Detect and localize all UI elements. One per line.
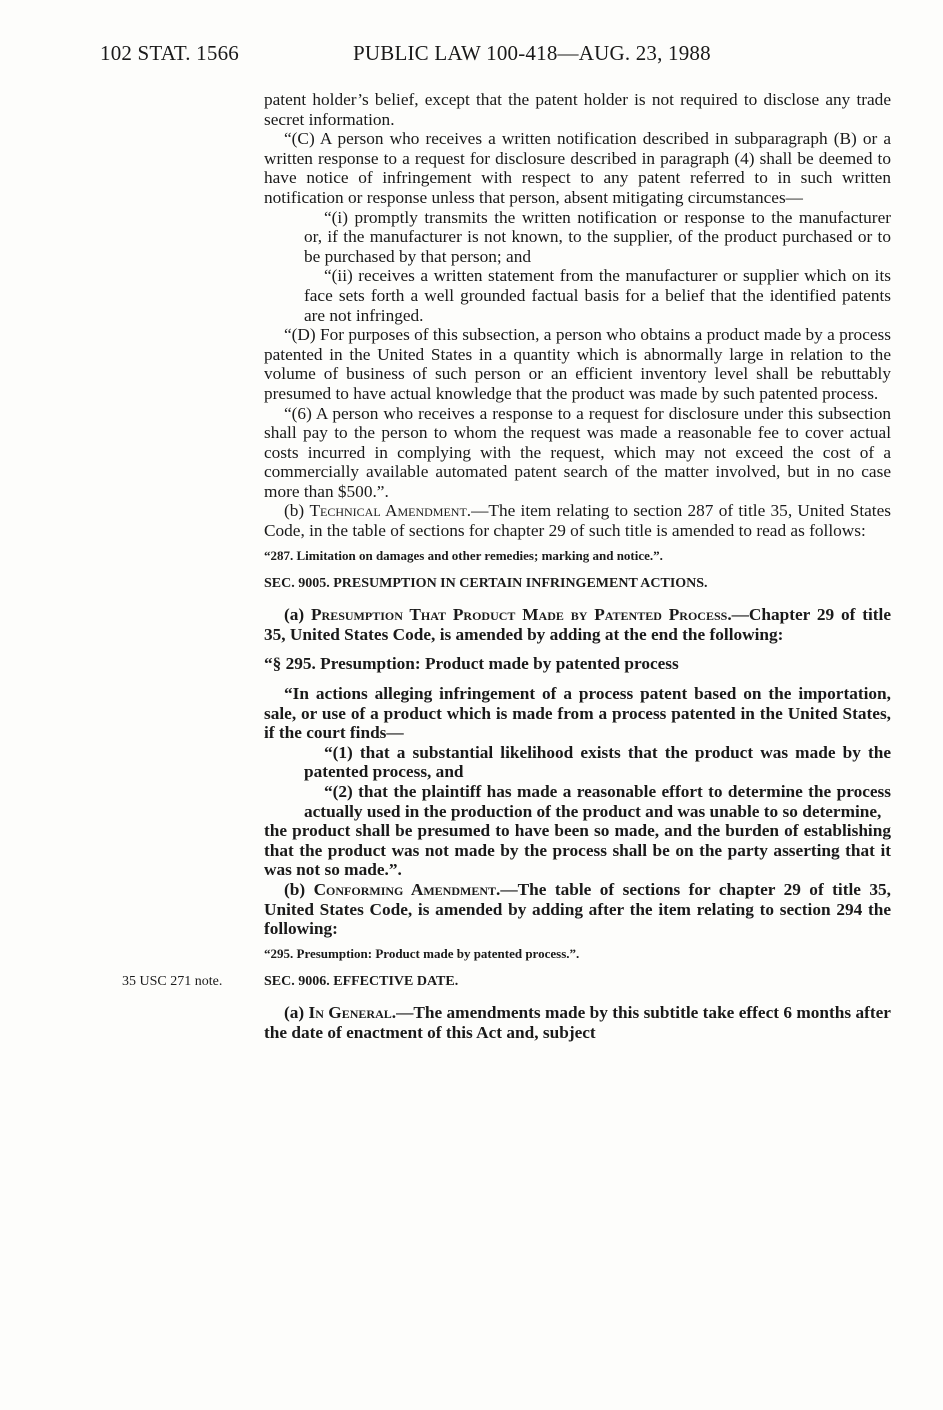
document-body: [122, 90, 891, 1043]
section-heading: SEC. 9005. PRESUMPTION IN CERTAIN INFRINGEMENT ACTIONS.: [264, 575, 708, 591]
table-of-sections-item: “287. Limitation on damages and other remedies; marking and notice.”.: [264, 547, 663, 563]
paragraph-caption: Presumption That Product Made by Patented Process: [310, 605, 728, 625]
paragraph: “In actions alleging infringement of a process patent based on the importation, sale, or use of a product which is made from a process patented in the United States, if the court finds—: [264, 684, 891, 743]
paragraph-label: (a): [284, 605, 311, 625]
paragraph-text: .—The amendments made by this subtitle take effect 6 months after the date of enactment of this Act and, subject: [264, 1003, 891, 1042]
paragraph: [264, 501, 891, 540]
clause-i: “(i) promptly transmits the written notification or response to the manufacturer or, if the manufacturer is not known, to the supplier, of the product purchased or to be purchased by that person; and: [304, 207, 891, 266]
clause-1: “(1) that a substantial likelihood exists that the product was made by the patented process, and: [304, 742, 891, 782]
paragraph: [264, 1003, 891, 1042]
public-law-title: PUBLIC LAW 100-418—AUG. 23, 1988: [353, 41, 711, 65]
paragraph: “(6) A person who receives a response to a request for disclosure under this subsection shall pay to the person to whom the request was made a reasonable fee to cover actual costs incurred in complying with the request, which may not exceed the cost of a commercially available automated patent search of the matter involved, but in no case more than $500.”.: [264, 403, 891, 501]
paragraph: patent holder’s belief, except that the patent holder is not required to disclose any trade secret information.: [264, 90, 891, 129]
stat-page-number: 102 STAT. 1566: [100, 41, 239, 65]
section-295-heading: “§ 295. Presumption: Product made by patented process: [264, 654, 679, 674]
paragraph: [264, 605, 891, 644]
section-heading: [122, 972, 891, 992]
paragraph: the product shall be presumed to have been so made, and the burden of establishing that the product was not made by the process shall be on the party asserting that it was not so made.”.: [264, 821, 891, 880]
section-title: SEC. 9006. EFFECTIVE DATE.: [264, 973, 459, 989]
paragraph-label: (a): [284, 1003, 309, 1023]
table-of-sections-item: “295. Presumption: Product made by patented process.”.: [264, 945, 580, 961]
paragraph-text: .—The table of sections for chapter 29 of title 35, United States Code, is amended by adding after the item relating to section 294 the following:: [264, 879, 891, 939]
paragraph-label: (b): [284, 879, 314, 899]
clause-2: “(2) that the plaintiff has made a reasonable effort to determine the process actually used in the production of the product and was unable to so determine,: [304, 782, 891, 821]
paragraph-text: .—The item relating to section 287 of title 35, United States Code, in the table of sections for chapter 29 of such title is amended to read as follows:: [264, 501, 891, 541]
paragraph-label: (b): [284, 501, 310, 521]
paragraph-text: .—Chapter 29 of title 35, United States Code, is amended by adding at the end the following:: [264, 605, 891, 644]
paragraph-caption: Conforming Amendment: [313, 879, 496, 899]
paragraph: “(D) For purposes of this subsection, a person who obtains a product made by a process patented in the United States in a quantity which is abnormally large in relation to the volume of business of such person or an efficient inventory level shall be rebuttably presumed to have actual knowledge that the product was made by such patented process.: [264, 325, 891, 403]
margin-note: 35 USC 271 note.: [122, 973, 223, 989]
paragraph: [264, 880, 891, 939]
paragraph: “(C) A person who receives a written notification described in subparagraph (B) or a written response to a request for disclosure described in paragraph (4) shall be deemed to have notice of infringement with respect to any patent referred to in such written notification or response unless that person, absent mitigating circumstances—: [264, 129, 891, 207]
clause-ii: “(ii) receives a written statement from the manufacturer or supplier which on its face sets forth a well grounded factual basis for a belief that the identified patents are not infringed.: [304, 266, 891, 325]
paragraph-caption: Technical Amendment: [309, 501, 467, 521]
paragraph-caption: In General: [308, 1003, 392, 1023]
